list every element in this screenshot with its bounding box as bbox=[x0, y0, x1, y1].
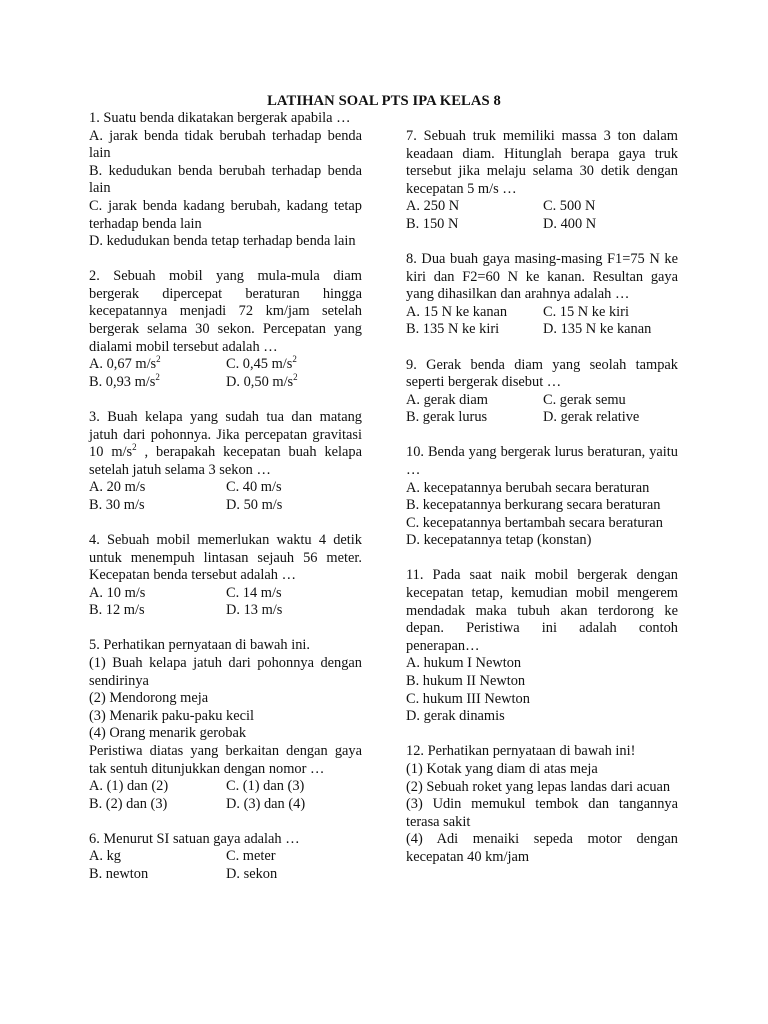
question-9-stem: 9. Gerak benda diam yang seolah tampak seperti bergerak disebut … bbox=[406, 356, 678, 391]
question-8-options bbox=[406, 304, 678, 339]
question-4-options bbox=[89, 585, 362, 620]
question-2-options bbox=[89, 356, 362, 391]
question-8-option-b: B. 135 N ke kiri bbox=[406, 321, 500, 338]
question-5-option-c: C. (1) dan (3) bbox=[226, 778, 305, 795]
question-6-option-c: C. meter bbox=[226, 848, 276, 865]
question-1 bbox=[89, 110, 362, 251]
question-9-option-c: C. gerak semu bbox=[543, 391, 626, 408]
question-11-option-b: B. hukum II Newton bbox=[406, 673, 526, 690]
question-12 bbox=[406, 743, 678, 866]
question-12-statement: (2) Sebuah roket yang lepas landas dari acuan bbox=[406, 778, 671, 795]
question-3-option-a: A. 20 m/s bbox=[89, 479, 146, 496]
question-11-option-d: D. gerak dinamis bbox=[406, 708, 505, 725]
question-12-stem: 12. Perhatikan pernyataan di bawah ini! bbox=[406, 743, 636, 760]
question-1-option-c: C. jarak benda kadang berubah, kadang tetap terhadap benda lain bbox=[89, 197, 362, 232]
question-5-statement: (1) Buah kelapa jatuh dari pohonnya dengan sendirinya bbox=[89, 655, 362, 689]
question-12-statement: (1) Kotak yang diam di atas meja bbox=[406, 760, 598, 777]
question-5-statement: (2) Mendorong meja bbox=[89, 690, 209, 707]
question-11-stem: 11. Pada saat naik mobil bergerak dengan kecepatan tetap, kemudian mobil mengerem mendadak maka tubuh akan terdorong ke depan. Peristiwa ini adalah contoh penerapan… bbox=[406, 567, 678, 654]
question-4-option-a: A. 10 m/s bbox=[89, 584, 146, 601]
question-4 bbox=[89, 532, 362, 620]
question-5-options bbox=[89, 778, 362, 813]
question-9-option-a: A. gerak diam bbox=[406, 391, 488, 408]
question-4-option-c: C. 14 m/s bbox=[226, 584, 282, 601]
left-column bbox=[89, 110, 362, 901]
question-11-option-c: C. hukum III Newton bbox=[406, 690, 530, 707]
question-5-statement: (4) Orang menarik gerobak bbox=[89, 725, 247, 742]
question-7-stem: 7. Sebuah truk memiliki massa 3 ton dalam keadaan diam. Hitunglah berapa gaya truk tersebut jika melaju selama 30 detik dengan kecepatan 5 m/s … bbox=[406, 128, 678, 197]
question-4-stem: 4. Sebuah mobil memerlukan waktu 4 detik untuk menempuh lintasan sejauh 56 meter. Kecepatan benda tersebut adalah … bbox=[89, 531, 362, 584]
question-6-option-b: B. newton bbox=[89, 866, 149, 883]
question-3-option-d: D. 50 m/s bbox=[226, 496, 283, 513]
question-2-option-d: D. 0,50 $m/s^2$ bbox=[226, 372, 298, 390]
right-column bbox=[406, 128, 678, 884]
question-8-option-d: D. 135 N ke kanan bbox=[543, 321, 652, 338]
question-9-option-b: B. gerak lurus bbox=[406, 409, 488, 426]
question-8-stem: 8. Dua buah gaya masing-masing F1=75 N ke kiri dan F2=60 N ke kanan. Resultan gaya yang dihasilkan dan arahnya adalah … bbox=[406, 251, 678, 303]
question-9 bbox=[406, 357, 678, 427]
page-title: LATIHAN SOAL PTS IPA KELAS 8 bbox=[267, 93, 501, 109]
question-7-option-d: D. 400 N bbox=[543, 215, 597, 232]
question-3-option-b: B. 30 m/s bbox=[89, 496, 145, 513]
question-6-option-a: A. kg bbox=[89, 848, 121, 865]
question-10-option-d: D. kecepatannya tetap (konstan) bbox=[406, 532, 592, 549]
question-5-statement: (3) Menarik paku-paku kecil bbox=[89, 707, 255, 724]
question-1-option-d: D. kedudukan benda tetap terhadap benda lain bbox=[89, 233, 356, 250]
question-7-option-a: A. 250 N bbox=[406, 198, 460, 215]
question-5-option-a: A. (1) dan (2) bbox=[89, 778, 169, 795]
question-8-option-c: C. 15 N ke kiri bbox=[543, 303, 629, 320]
question-6-options bbox=[89, 848, 362, 883]
question-2-option-a: A. 0,67 $m/s^2$ bbox=[89, 354, 161, 373]
question-11-option-a: A. hukum I Newton bbox=[406, 655, 522, 672]
question-5-option-d: D. (3) dan (4) bbox=[226, 795, 306, 812]
question-5-option-b: B. (2) dan (3) bbox=[89, 795, 168, 812]
question-7-option-b: B. 150 N bbox=[406, 215, 459, 232]
question-5-stem: 5. Perhatikan pernyataan di bawah ini. bbox=[89, 637, 310, 654]
question-11 bbox=[406, 567, 678, 725]
question-10 bbox=[406, 444, 678, 550]
question-2-stem: 2. Sebuah mobil yang mula-mula diam bergerak dipercepat beraturan hingga kecepatannya menjadi 72 km/jam setelah bergerak selama 30 sekon. Percepatan yang dialami mobil tersebut adalah … bbox=[89, 268, 362, 355]
question-10-option-b: B. kecepatannya berkurang secara beraturan bbox=[406, 497, 661, 514]
question-10-stem: 10. Benda yang bergerak lurus beraturan, yaitu … bbox=[406, 444, 678, 478]
question-6 bbox=[89, 831, 362, 884]
question-12-statement: (3) Udin memukul tembok dan tangannya terasa sakit bbox=[406, 796, 678, 830]
question-7-option-c: C. 500 N bbox=[543, 198, 596, 215]
question-3-options bbox=[89, 479, 362, 514]
question-7-options bbox=[406, 198, 678, 233]
question-7 bbox=[406, 128, 678, 234]
question-4-option-b: B. 12 m/s bbox=[89, 602, 145, 619]
question-8 bbox=[406, 251, 678, 339]
question-2-option-c: C. 0,45 $m/s^2$ bbox=[226, 354, 297, 373]
question-3 bbox=[89, 409, 362, 515]
question-5 bbox=[89, 637, 362, 813]
question-6-option-d: D. sekon bbox=[226, 866, 278, 883]
question-10-option-c: C. kecepatannya bertambah secara beraturan bbox=[406, 514, 663, 531]
question-10-option-a: A. kecepatannya berubah secara beraturan bbox=[406, 479, 650, 496]
question-5-question: Peristiwa diatas yang berkaitan dengan gaya tak sentuh ditunjukkan dengan nomor … bbox=[89, 743, 362, 777]
question-1-option-b: B. kedudukan benda berubah terhadap benda lain bbox=[89, 162, 362, 197]
question-2-option-b: B. 0,93 $m/s^2$ bbox=[89, 372, 160, 390]
question-3-option-c: C. 40 m/s bbox=[226, 479, 282, 496]
question-1-stem: 1. Suatu benda dikatakan bergerak apabila … bbox=[89, 110, 351, 126]
question-2 bbox=[89, 268, 362, 391]
question-3-stem: 3. Buah kelapa yang sudah tua dan matang jatuh dari pohonnya. Jika percepatan gravitasi 10 $m/s^2$ , berapakah kecepatan buah kelapa setelah jatuh selama 3 sekon … bbox=[89, 408, 362, 478]
question-12-statement: (4) Adi menaiki sepeda motor dengan kecepatan 40 km/jam bbox=[406, 831, 678, 865]
question-8-option-a: A. 15 N ke kanan bbox=[406, 303, 508, 320]
question-9-options bbox=[406, 392, 678, 427]
question-1-option-a: A. jarak benda tidak berubah terhadap benda lain bbox=[89, 127, 362, 162]
question-6-stem: 6. Menurut SI satuan gaya adalah … bbox=[89, 830, 300, 847]
question-9-option-d: D. gerak relative bbox=[543, 409, 640, 426]
question-4-option-d: D. 13 m/s bbox=[226, 602, 283, 619]
